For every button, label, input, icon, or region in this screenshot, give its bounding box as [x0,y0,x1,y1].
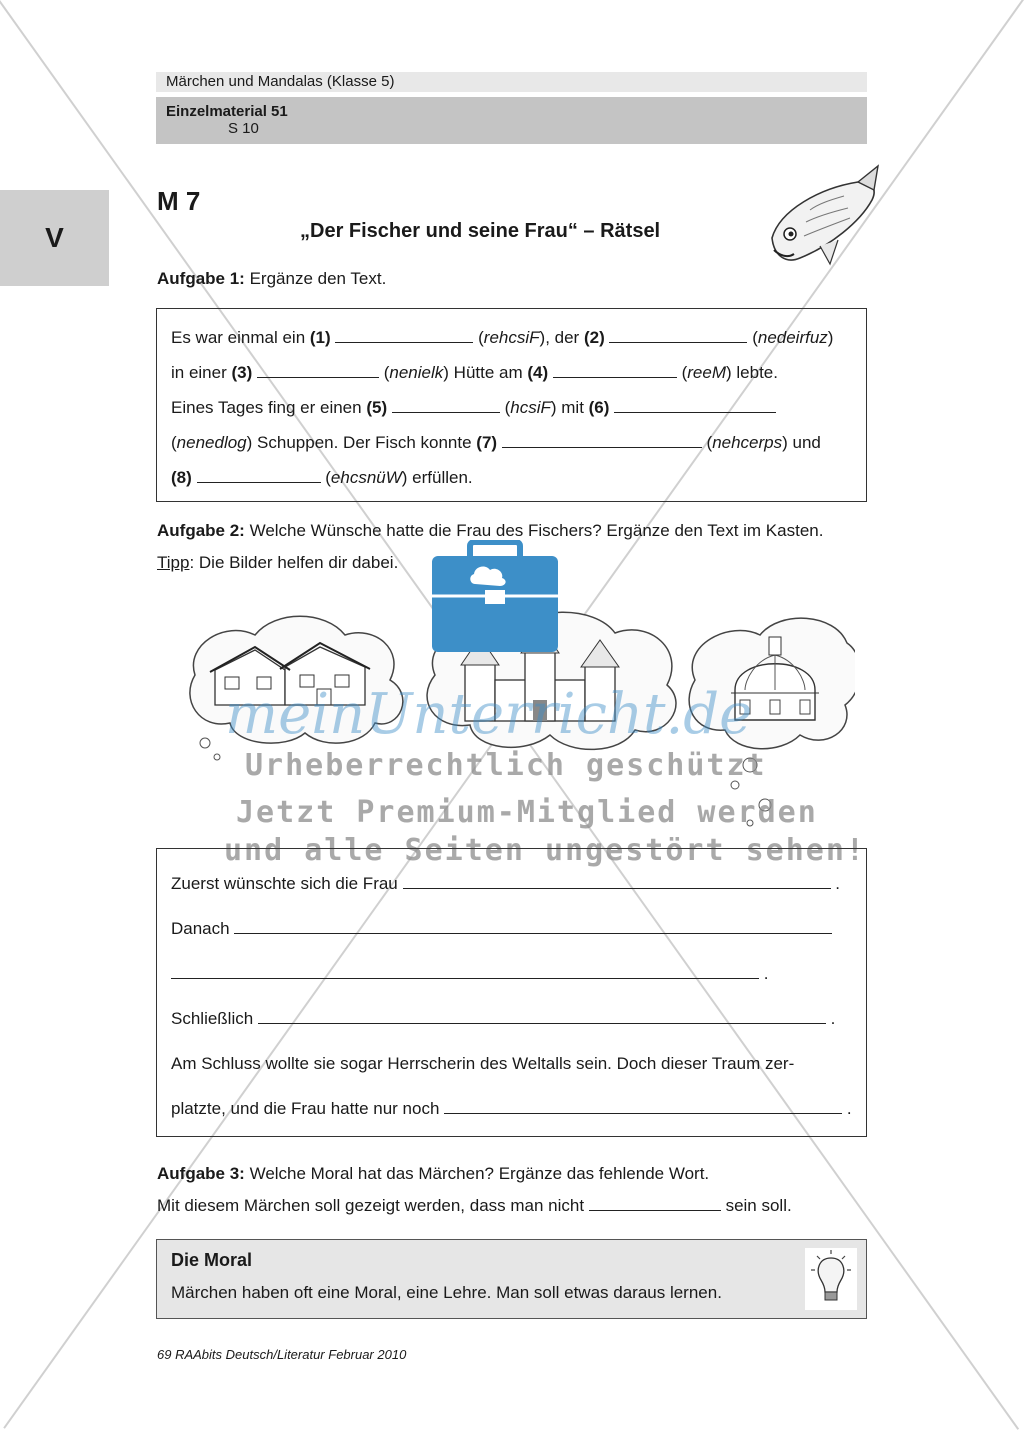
fish-illustration [760,160,880,280]
answer-blank-7[interactable] [502,433,702,448]
wish-answer-box [156,848,867,1137]
moral-text: Märchen haben oft eine Moral, eine Lehre. Man soll etwas daraus lernen. [171,1283,722,1302]
task2-label: Aufgabe 2: [157,521,245,540]
task1-text-box [156,308,867,502]
watermark-line-1: Urheberrechtlich geschützt [245,748,767,783]
task2-tip [157,552,398,574]
series-header: Märchen und Mandalas (Klasse 5) [156,72,867,92]
task3-label: Aufgabe 3: [157,1164,245,1183]
wish-line-6: platzte, und die Frau hatte nur noch . [171,1099,852,1118]
cloze-line-5: (8) (ehcsnüW) erfüllen. [171,468,473,487]
wish-blank-3[interactable] [171,964,759,979]
task1-text: Ergänze den Text. [249,269,387,288]
material-label: M 7 [157,186,201,216]
task1-label: Aufgabe 1: [157,269,245,288]
answer-blank-4[interactable] [553,363,677,378]
task3-sentence: Mit diesem Märchen soll gezeigt werden, dass man nicht sein soll. [157,1196,792,1215]
task2-heading [157,520,823,542]
tip-text: : Die Bilder helfen dir dabei. [189,553,399,572]
answer-blank-1[interactable] [335,328,473,343]
wish-line-3: . [171,963,768,985]
cloze-line-1: Es war einmal ein (1) (rehcsiF), der (2) (nedeirfuz) [171,328,834,347]
wish-line-1: Zuerst wünschte sich die Frau . [171,874,840,893]
task2-text: Welche Wünsche hatte die Frau des Fischers? Ergänze den Text im Kasten. [249,521,824,540]
answer-blank-3[interactable] [257,363,379,378]
tip-label: Tipp [157,553,190,572]
task3-text: Welche Moral hat das Märchen? Ergänze das fehlende Wort. [249,1164,710,1183]
material-title: Einzelmaterial 51 [166,103,288,120]
moral-box [156,1239,867,1319]
watermark-line-3: und alle Seiten ungestört sehen! [224,833,866,868]
cloze-line-3: Eines Tages fing er einen (5) (hcsiF) mit (6) [171,397,776,419]
answer-blank-2[interactable] [609,328,747,343]
cloze-line-2: in einer (3) (nenielk) Hütte am (4) (reeM) lebte. [171,363,778,382]
page-title: „Der Fischer und seine Frau“ – Rätsel [300,220,661,242]
wish-blank-4[interactable] [258,1009,826,1024]
wish-blank-5[interactable] [444,1099,842,1114]
task3-heading [157,1163,709,1185]
side-tab: V [0,190,109,286]
material-header [156,97,867,144]
task1-heading [157,268,386,290]
wish-line-4: Schließlich . [171,1009,836,1028]
answer-blank-6[interactable] [614,398,776,413]
wish-line-2: Danach [171,918,832,940]
wish-blank-2[interactable] [234,919,832,934]
answer-blank-8[interactable] [197,468,321,483]
cloze-line-4: (nenedlog) Schuppen. Der Fisch konnte (7) (nehcerps) und [171,433,821,452]
lightbulb-icon [805,1248,857,1310]
answer-blank-5[interactable] [392,398,500,413]
moral-answer-blank[interactable] [589,1196,721,1211]
page-number: S 10 [228,120,259,137]
watermark-line-2: Jetzt Premium-Mitglied werden [236,795,818,830]
page-footer: 69 RAAbits Deutsch/Literatur Februar 2010 [157,1347,407,1362]
briefcase-watermark-icon [430,540,560,655]
watermark-logo-text: meinUnterricht.de [225,682,753,747]
wish-line-5: Am Schluss wollte sie sogar Herrscherin des Weltalls sein. Doch dieser Traum zer- [171,1054,795,1073]
wish-blank-1[interactable] [403,874,831,889]
moral-title: Die Moral [171,1250,253,1270]
